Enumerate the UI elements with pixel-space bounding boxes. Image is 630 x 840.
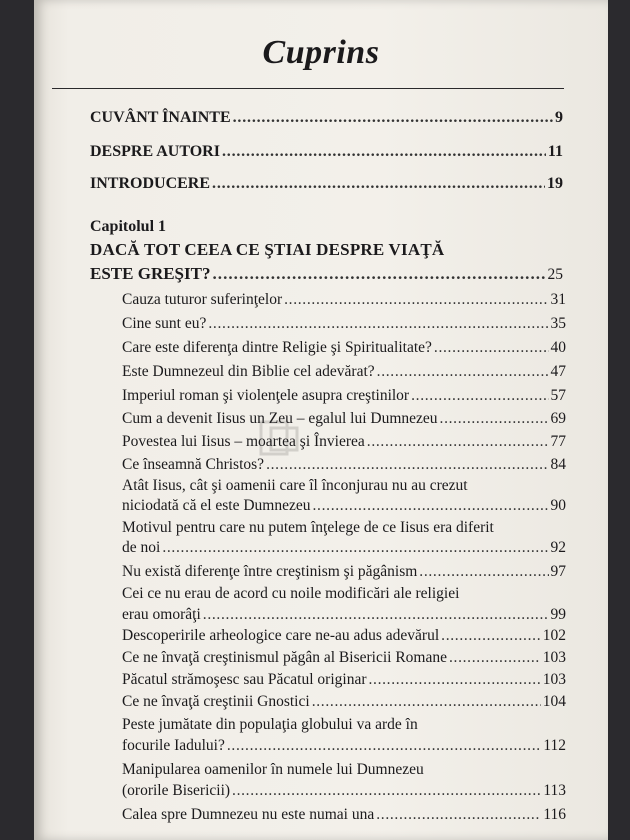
toc-entry-line1: Peste jumătate din populaţia globului va arde în — [122, 716, 418, 733]
chapter-title-entry: ESTE GREŞIT? . . . 25 — [90, 264, 563, 284]
toc-entry: Nu există diferenţe între creştinism şi păgânism . . . 97 — [122, 562, 566, 581]
toc-entry: Calea spre Dumnezeu nu este numai una . . . 116 — [122, 805, 566, 824]
toc-entry-line1: Motivul pentru care nu putem înţelege de ce Iisus era diferit — [122, 519, 494, 536]
toc-entry: Este Dumnezeul din Biblie cel adevărat? . . . 47 — [122, 362, 566, 381]
toc-entry-front: CUVÂNT ÎNAINTE . . . 9 — [90, 108, 563, 127]
toc-entry-line1: Cei ce nu erau de acord cu noile modificări ale religiei — [122, 585, 460, 602]
watermark-logo-icon — [259, 420, 303, 456]
toc-entry: Ce ne învaţă creştinii Gnostici . . . 104 — [122, 692, 566, 711]
toc-entry: Ce ne învaţă creştinismul păgân al Bisericii Romane . . . 103 — [122, 648, 566, 667]
toc-entry: (ororile Bisericii) . . . 113 — [122, 781, 566, 800]
chapter-title-line1: DACĂ TOT CEEA CE ŞTIAI DESPRE VIAŢĂ — [90, 240, 445, 259]
toc-entry-line1: Manipularea oamenilor în numele lui Dumnezeu — [122, 761, 424, 778]
toc-entry: erau omorâţi . . . 99 — [122, 605, 566, 624]
toc-entry-line1: Atât Iisus, cât şi oamenii care îl înconjurau nu au crezut — [122, 477, 468, 494]
toc-entry: de noi . . . 92 — [122, 538, 566, 557]
toc-entry: Care este diferenţa dintre Religie şi Spiritualitate? . . . 40 — [122, 338, 566, 357]
toc-entry: Povestea lui Iisus – moartea şi Învierea . . . 77 — [122, 432, 566, 451]
title-divider — [52, 88, 564, 89]
toc-entry-front: INTRODUCERE . . . 19 — [90, 174, 563, 193]
toc-entry: Cauza tuturor suferinţelor . . . 31 — [122, 290, 566, 309]
toc-entry: Descoperirile arheologice care ne-au adus adevărul . . . 102 — [122, 626, 566, 645]
toc-entry: focurile Iadului? . . . 112 — [122, 736, 566, 755]
toc-entry-front: DESPRE AUTORI . . . 11 — [90, 142, 563, 161]
toc-entry: Ce înseamnă Christos? . . . 84 — [122, 455, 566, 474]
book-page — [34, 0, 608, 840]
toc-entry: Păcatul strămoşesc sau Păcatul originar . . . 103 — [122, 670, 566, 689]
chapter-label: Capitolul 1 — [90, 218, 167, 235]
toc-entry: niciodată că el este Dumnezeu . . . 90 — [122, 496, 566, 515]
page-title: Cuprins — [262, 34, 380, 71]
toc-entry: Cine sunt eu? . . . 35 — [122, 314, 566, 333]
toc-entry: Imperiul roman şi violenţele asupra creştinilor . . . 57 — [122, 386, 566, 405]
toc-entry: Cum a devenit Iisus un Zeu – egalul lui Dumnezeu . . . 69 — [122, 409, 566, 428]
